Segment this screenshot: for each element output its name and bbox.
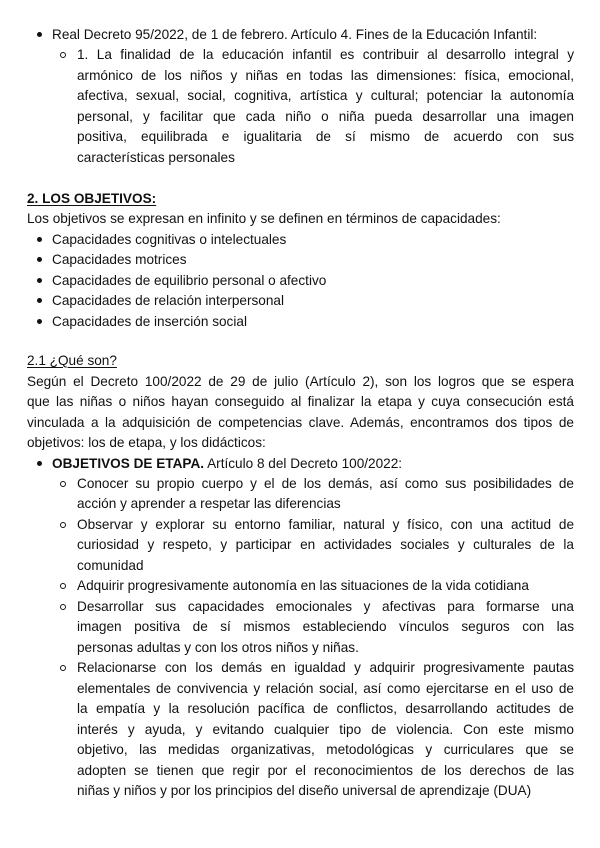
subsection-heading: 2.1 ¿Qué son? (27, 353, 117, 368)
stage-item-line: adopten se tienen que regir por el reconocimientos de los derechos de las (77, 763, 574, 778)
stage-item-line: elementales de convivencia y relación social, así como ejercitarse en el uso de (77, 681, 574, 696)
decree-line: Real Decreto 95/2022, de 1 de febrero. Artículo 4. Fines de la Educación Infantil: (52, 27, 538, 42)
bullet-icon (37, 237, 42, 242)
section-heading: 2. LOS OBJETIVOS: (27, 191, 157, 206)
intro-item-line: 1. La finalidad de la educación infantil es contribuir al desarrollo integral y (77, 47, 574, 62)
stage-item-line: objetivo, las medidas organizativas, metodológicas y curriculares que se (77, 742, 574, 757)
paragraph-line: objetivos: los de etapa, y los didácticos: (27, 435, 266, 450)
bullet-icon (37, 461, 42, 466)
intro-item-line: personal, y facilitar que cada niño o niña pueda desarrollar una imagen (77, 109, 574, 124)
stage-item-line: Observar y explorar su entorno familiar, natural y físico, con una actitud de (77, 517, 574, 532)
stage-item-line: personas adultas y con los otros niños y niñas. (77, 640, 359, 655)
capacity-item: Capacidades motrices (52, 252, 187, 267)
bullet-icon (37, 32, 42, 37)
circle-bullet-icon (60, 604, 66, 610)
stage-item-line: Adquirir progresivamente autonomía en las situaciones de la vida cotidiana (77, 578, 529, 593)
section-intro: Los objetivos se expresan en infinito y se definen en términos de capacidades: (27, 211, 501, 226)
intro-item-line: características personales (77, 150, 235, 165)
paragraph-line: vinculada a la adquisición de competencias clave. Además, encontramos dos tipos de (27, 415, 574, 430)
stage-item-line: niñas y niños y por los principios del diseño universal de aprendizaje (DUA) (77, 783, 532, 798)
intro-item-line: afectiva, sexual, social, cognitiva, artística y cultural; potenciar la autonomía (77, 88, 574, 103)
stage-item-line: curiosidad y respeto, y participar en actividades sociales y culturales de la (77, 537, 574, 552)
stage-item-line: interés y ayuda, y evitando cualquier tipo de violencia. Con este mismo (77, 722, 574, 737)
circle-bullet-icon (60, 522, 66, 528)
stage-item-line: Relacionarse con los demás en igualdad y adquirir progresivamente pautas (77, 660, 574, 675)
capacity-item: Capacidades cognitivas o intelectuales (52, 232, 287, 247)
stage-item-line: Desarrollar sus capacidades emocionales y afectivas para formarse una (77, 599, 574, 614)
stage-item-line: imagen positiva de sí mismos estableciendo vínculos seguros con las (77, 619, 574, 634)
paragraph-line: que las niñas o niños hayan conseguido al finalizar la etapa y cuya consecución está (27, 394, 574, 409)
capacity-item: Capacidades de relación interpersonal (52, 293, 284, 308)
bullet-icon (37, 298, 42, 303)
stage-item-line: Conocer su propio cuerpo y el de los demás, así como sus posibilidades de (77, 476, 574, 491)
circle-bullet-icon (60, 52, 66, 58)
circle-bullet-icon (60, 665, 66, 671)
capacity-item: Capacidades de equilibrio personal o afectivo (52, 273, 327, 288)
bullet-icon (37, 278, 42, 283)
paragraph-line: Según el Decreto 100/2022 de 29 de julio (Artículo 2), son los logros que se espera (27, 374, 574, 389)
intro-item-line: positiva, equilibrada e igualitaria de sí mismo de acuerdo con sus (77, 129, 574, 144)
bullet-icon (37, 319, 42, 324)
stage-item-line: acción y aprender a respetar las diferencias (77, 496, 341, 511)
circle-bullet-icon (60, 481, 66, 487)
stage-objectives-ref: Artículo 8 del Decreto 100/2022: (204, 456, 403, 471)
stage-item-line: la empatía y la resolución pacífica de conflictos, desarrollando actitudes de (77, 701, 574, 716)
intro-item-line: armónico de los niños y niñas en todas las dimensiones: física, emocional, (77, 68, 574, 83)
stage-objectives-label: OBJETIVOS DE ETAPA. (52, 456, 205, 471)
bullet-icon (37, 257, 42, 262)
capacity-item: Capacidades de inserción social (52, 314, 247, 329)
circle-bullet-icon (60, 583, 66, 589)
stage-item-line: comunidad (77, 558, 144, 573)
stage-objectives-title (52, 455, 402, 473)
